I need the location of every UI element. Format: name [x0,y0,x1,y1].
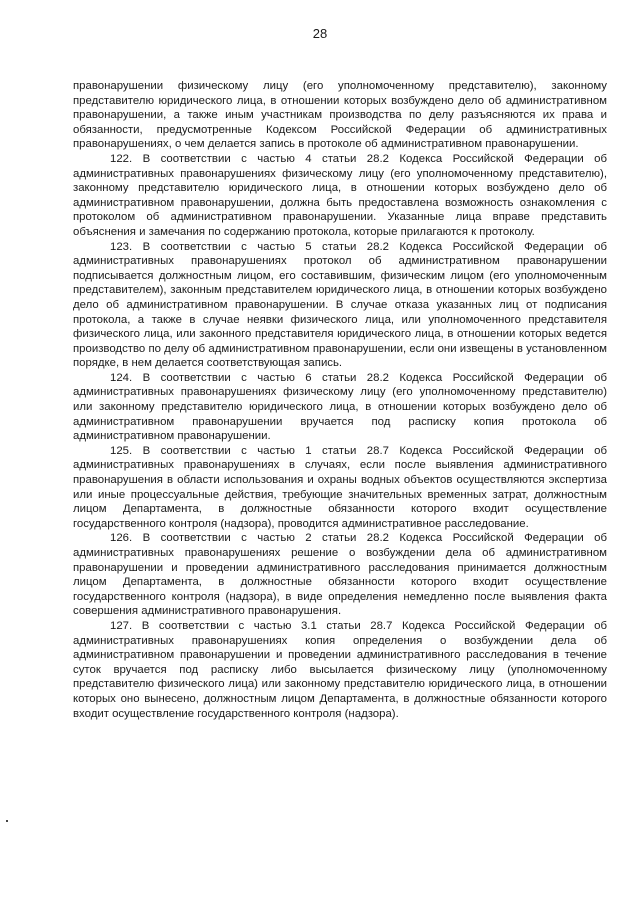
page-number: 28 [312,26,328,41]
paragraph-123: 123. В соответствии с частью 5 статьи 28.2 Кодекса Российской Федерации об административных правонарушениях протокол об административном правонарушении подписывается должностным лицом, его составившим, физическим лицом (его уполномоченным представителем), законным представителем юридического лица, в отношении которых возбуждено дело об административном правонарушении. В случае отказа указанных лиц от подписания протокола, а также в случае неявки физического лица, или уполномоченного представителя физического лица, или законного представителя юридического лица, в отношении которых ведется производство по делу об административном правонарушении, если они извещены в установленном порядке, в нем делается соответствующая запись. [73,240,607,370]
paragraph-122: 122. В соответствии с частью 4 статьи 28.2 Кодекса Российской Федерации об административных правонарушениях физическому лицу (его уполномоченному представителю), законному представителю юридического лица, в отношении которых возбуждено дело об административном правонарушении, должна быть предоставлена возможность ознакомления с протоколом об административном правонарушении. Указанные лица вправе представить объяснения и замечания по содержанию протокола, которые прилагаются к протоколу. [73,152,607,238]
paragraph-127: 127. В соответствии с частью 3.1 статьи 28.7 Кодекса Российской Федерации об административных правонарушениях копия определения о возбуждении дела об административном правонарушении и проведении административного расследования в течение суток вручается под расписку либо высылается физическому лицу (уполномоченному представителю физического лица) или законному представителю юридического лица, в отношении которых оно вынесено, должностным лицом Департамента, в должностные обязанности которого входит осуществление государственного контроля (надзора). [73,619,607,720]
document-body [73,79,607,721]
paragraph-125: 125. В соответствии с частью 1 статьи 28.7 Кодекса Российской Федерации об административных правонарушениях в случаях, если после выявления административного правонарушения в области использования и охраны водных объектов осуществляются экспертиза или иные процессуальные действия, требующие значительных временных затрат, должностным лицом Департамента, в должностные обязанности которого входит осуществление государственного контроля (надзора), проводится административное расследование. [73,444,607,530]
paragraph-126: 126. В соответствии с частью 2 статьи 28.2 Кодекса Российской Федерации об административных правонарушениях решение о возбуждении дела об административном правонарушении и проведении административного расследования принимается должностным лицом Департамента, в должностные обязанности которого входит осуществление государственного контроля (надзора), в виде определения немедленно после выявления факта совершения административного правонарушения. [73,532,607,618]
paragraph-continuation: правонарушении физическому лицу (его уполномоченному представителю), законному представителю юридического лица, в отношении которых возбуждено дело об административном правонарушении, а также иным участникам производства по делу разъясняются их права и обязанности, предусмотренные Кодексом Российской Федерации об административных правонарушениях, о чем делается запись в протоколе об административном правонарушении. [73,80,607,151]
scan-artifact-dot [6,820,8,822]
paragraph-124: 124. В соответствии с частью 6 статьи 28.2 Кодекса Российской Федерации об административных правонарушениях физическому лицу (его уполномоченному представителю) или законному представителю юридического лица, в отношении которых возбуждено дело об административном правонарушении вручается под расписку копия протокола об административном правонарушении. [73,371,607,443]
